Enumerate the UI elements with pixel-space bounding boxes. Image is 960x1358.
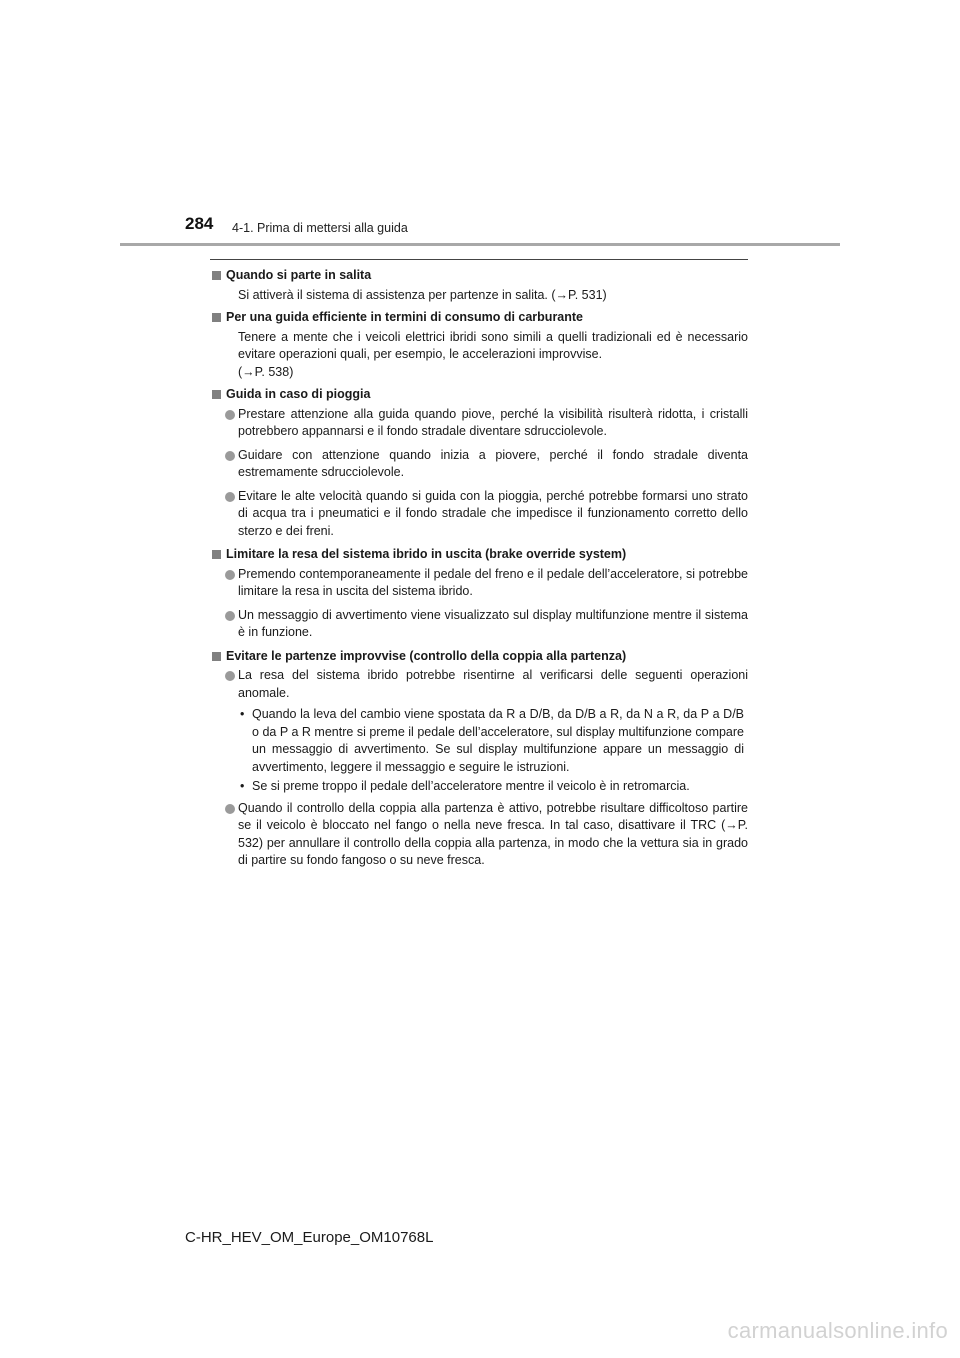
list-item: Quando il controllo della coppia alla partenza è attivo, potrebbe risultare difficoltoso partire se il veicolo è bloccato nel fango o nella neve fresca. In tal caso, disattivare il TRC (→P. 532) per annullare il controllo della coppia alla partenza, in modo che la vettura sia in grado di partire su fondo fangoso o su neve fresca. (210, 800, 748, 870)
section-title: 4-1. Prima di mettersi alla guida (232, 221, 408, 235)
section-heading: Quando si parte in salita (226, 268, 372, 282)
circle-bullet-icon (225, 451, 235, 461)
square-bullet-icon (212, 652, 221, 661)
sub-bullet-marker: • (240, 779, 245, 793)
square-bullet-icon (212, 550, 221, 559)
square-bullet-icon (212, 271, 221, 280)
sub-list-item: • Quando la leva del cambio viene spostata da R a D/B, da D/B a R, da N a R, da P a D/B o da P a R mentre si preme il pedale dell’acceleratore, sul display multifunzione compare un messaggio di avvertimento. Se sul display multifunzione appare un messaggio di avvertimento, leggere il messaggio e seguire le istruzioni. (240, 707, 744, 774)
section-rain-driving (210, 386, 748, 540)
section-sudden-start (210, 648, 748, 870)
section-paragraph: Tenere a mente che i veicoli elettrici ibridi sono simili a quelli tradizionali ed è necessario evitare operazioni quali, per esempio, le accelerazioni improvvise. (238, 329, 748, 361)
list-item: Guidare con attenzione quando inizia a piovere, perché il fondo stradale diventa estremamente sdrucciolevole. (210, 447, 748, 482)
watermark: carmanualsonline.info (727, 1318, 948, 1343)
circle-bullet-icon (225, 570, 235, 580)
page-number: 284 (185, 214, 214, 233)
section-fuel-efficiency (210, 309, 748, 381)
content-rule (210, 259, 748, 260)
circle-bullet-icon (225, 671, 235, 681)
square-bullet-icon (212, 390, 221, 399)
sub-list (210, 706, 748, 796)
circle-bullet-icon (225, 804, 235, 814)
sub-list-item: • Se si preme troppo il pedale dell’acceleratore mentre il veicolo è in retromarcia. (210, 778, 748, 796)
section-heading: Guida in caso di pioggia (226, 387, 371, 401)
section-hill-start (210, 267, 748, 304)
circle-bullet-icon (225, 410, 235, 420)
circle-bullet-icon (225, 611, 235, 621)
document-code-footer: C-HR_HEV_OM_Europe_OM10768L (185, 1229, 434, 1246)
section-brake-override (210, 546, 748, 642)
list-item: Prestare attenzione alla guida quando piove, perché la visibilità risulterà ridotta, i cristalli potrebbero appannarsi e il fondo stradale diventare sdrucciolevole. (210, 406, 748, 441)
list-item: Un messaggio di avvertimento viene visualizzato sul display multifunzione mentre il sistema è in funzione. (210, 607, 748, 642)
section-heading: Evitare le partenze improvvise (controllo della coppia alla partenza) (226, 648, 627, 663)
section-heading: Per una guida efficiente in termini di consumo di carburante (226, 310, 584, 324)
header-rule (120, 243, 840, 246)
sub-bullet-marker: • (240, 707, 245, 721)
page-content (210, 267, 748, 876)
list-item: La resa del sistema ibrido potrebbe risentirne al verificarsi delle seguenti operazioni anomale. (210, 667, 748, 702)
section-paragraph: Si attiverà il sistema di assistenza per partenze in salita. (→P. 531) (238, 287, 607, 302)
list-item: Premendo contemporaneamente il pedale del freno e il pedale dell’acceleratore, si potrebbe limitare la resa in uscita del sistema ibrido. (210, 566, 748, 601)
circle-bullet-icon (225, 492, 235, 502)
square-bullet-icon (212, 313, 221, 322)
section-heading: Limitare la resa del sistema ibrido in uscita (brake override system) (226, 547, 627, 561)
page-reference: (→P. 538) (238, 364, 294, 379)
list-item: Evitare le alte velocità quando si guida con la pioggia, perché potrebbe formarsi uno strato di acqua tra i pneumatici e il fondo stradale che impedisce il funzionamento corretto dello sterzo e dei freni. (210, 488, 748, 541)
